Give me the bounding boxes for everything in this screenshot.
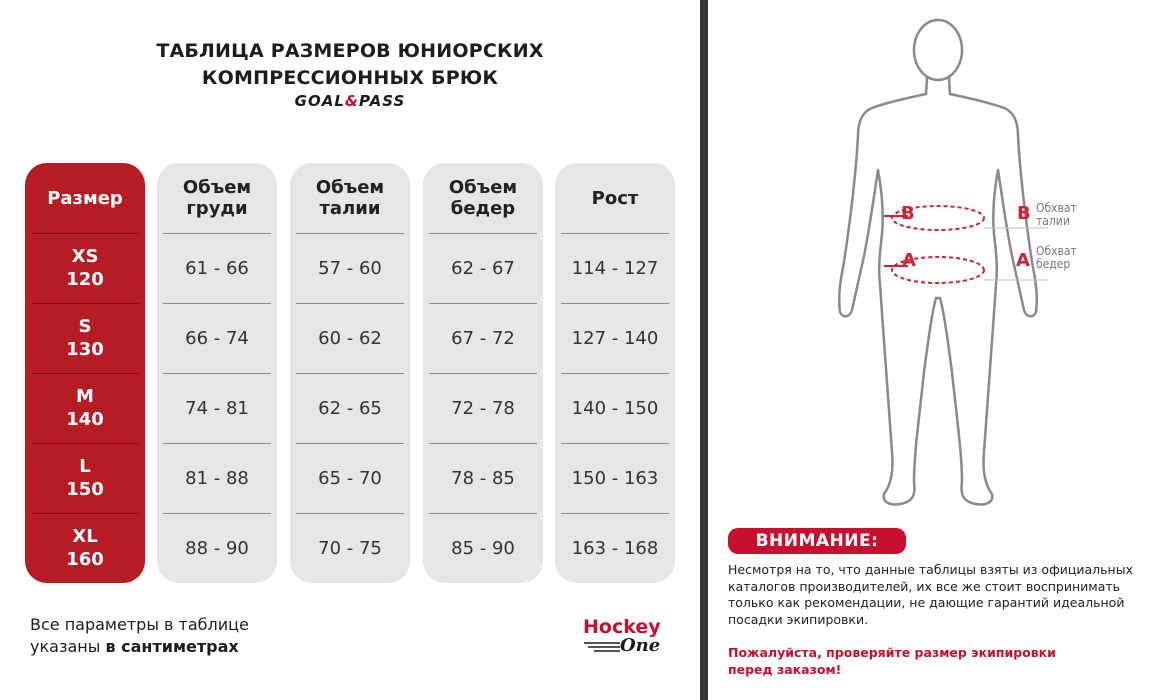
size-height-code: 140 xyxy=(66,409,104,430)
header-line1: Объем xyxy=(182,177,252,198)
hips-cell: 72 - 78 xyxy=(451,397,515,419)
waist-column-header xyxy=(290,163,410,233)
warning-badge: ВНИМАНИЕ: xyxy=(728,528,906,554)
height-cell: 163 - 168 xyxy=(571,537,659,559)
size-height-code: 160 xyxy=(66,549,104,570)
size-label: M xyxy=(76,386,94,407)
header-line2: груди xyxy=(186,198,248,219)
waist-cell: 57 - 60 xyxy=(318,257,382,279)
body-silhouette-icon xyxy=(828,12,1048,522)
chest-cell: 81 - 88 xyxy=(185,467,249,489)
hips-column-header xyxy=(423,163,543,233)
measurement-panel xyxy=(708,0,1159,700)
chest-column xyxy=(157,163,277,583)
hips-letter-left: A xyxy=(902,250,916,271)
waist-measure-label xyxy=(1036,202,1077,228)
header-line2: бедер xyxy=(450,198,516,219)
chest-cell: 61 - 66 xyxy=(185,257,249,279)
units-note-line2 xyxy=(30,636,249,658)
height-cell: 150 - 163 xyxy=(571,467,659,489)
chart-title xyxy=(0,38,700,92)
size-cell-s xyxy=(25,303,145,373)
hips-column xyxy=(423,163,543,583)
hockey-one-logo xyxy=(580,616,675,660)
hips-measure-label xyxy=(1036,245,1077,271)
brand-logo xyxy=(0,92,700,110)
brand-left: GOAL xyxy=(294,92,345,110)
warning-text: Несмотря на то, что данные таблицы взяты из официальных каталогов производителей, их все же стоит воспринимать только как рекомендации, не дающие гарантий идеальной посадки экипировки. xyxy=(728,562,1133,627)
chart-title-line1: ТАБЛИЦА РАЗМЕРОВ ЮНИОРСКИХ xyxy=(156,40,544,62)
waist-cell: 62 - 65 xyxy=(318,397,382,419)
height-cell: 127 - 140 xyxy=(571,327,659,349)
units-note-prefix: указаны xyxy=(30,637,106,656)
size-column xyxy=(25,163,145,583)
warning-red-line2: перед заказом! xyxy=(728,662,842,677)
size-cell-xl xyxy=(25,513,145,583)
waist-letter-left: B xyxy=(901,203,915,224)
chest-cell: 88 - 90 xyxy=(185,537,249,559)
warning-check-size xyxy=(728,644,1148,678)
size-label: S xyxy=(78,316,92,337)
size-label: XS xyxy=(71,246,99,267)
brand-amp: & xyxy=(344,92,359,110)
size-label: L xyxy=(79,456,91,477)
size-height-code: 120 xyxy=(66,269,104,290)
hips-cell: 67 - 72 xyxy=(451,327,515,349)
waist-column xyxy=(290,163,410,583)
warning-red-line1: Пожалуйста, проверяйте размер экипировки xyxy=(728,645,1056,660)
logo-one-text: One xyxy=(620,635,661,656)
logo-hockey-text: Hockey xyxy=(583,616,661,638)
height-column-header: Рост xyxy=(591,187,639,209)
chart-title-line2: КОМПРЕССИОННЫХ БРЮК xyxy=(201,67,499,89)
height-column xyxy=(555,163,675,583)
hips-letter-right: A xyxy=(1016,250,1030,271)
speed-lines-icon xyxy=(580,640,622,654)
hips-cell: 62 - 67 xyxy=(451,257,515,279)
hips-label-line2: бедер xyxy=(1036,257,1071,271)
hips-cell: 78 - 85 xyxy=(451,467,515,489)
hips-label-line1: Обхват xyxy=(1036,244,1077,258)
size-label: XL xyxy=(72,526,98,547)
header-line1: Объем xyxy=(448,177,518,198)
height-cell: 140 - 150 xyxy=(571,397,659,419)
size-column-header: Размер xyxy=(47,187,123,209)
height-cell: 114 - 127 xyxy=(571,257,659,279)
chest-cell: 74 - 81 xyxy=(185,397,249,419)
size-cell-xs xyxy=(25,233,145,303)
waist-cell: 65 - 70 xyxy=(318,467,382,489)
panel-divider xyxy=(700,0,708,700)
size-height-code: 130 xyxy=(66,339,104,360)
waist-cell: 70 - 75 xyxy=(318,537,382,559)
chest-cell: 66 - 74 xyxy=(185,327,249,349)
waist-label-line1: Обхват xyxy=(1036,201,1077,215)
waist-letter-right: B xyxy=(1017,203,1031,224)
hips-cell: 85 - 90 xyxy=(451,537,515,559)
header-line2: талии xyxy=(319,198,381,219)
waist-cell: 60 - 62 xyxy=(318,327,382,349)
chest-column-header xyxy=(157,163,277,233)
units-note-bold: в сантиметрах xyxy=(105,637,239,656)
units-note-line1: Все параметры в таблице xyxy=(30,615,249,634)
waist-label-line2: талии xyxy=(1036,214,1070,228)
brand-right: PASS xyxy=(359,92,406,110)
header-line1: Объем xyxy=(315,177,385,198)
size-cell-m xyxy=(25,373,145,443)
size-height-code: 150 xyxy=(66,479,104,500)
units-note xyxy=(30,614,249,658)
size-cell-l xyxy=(25,443,145,513)
